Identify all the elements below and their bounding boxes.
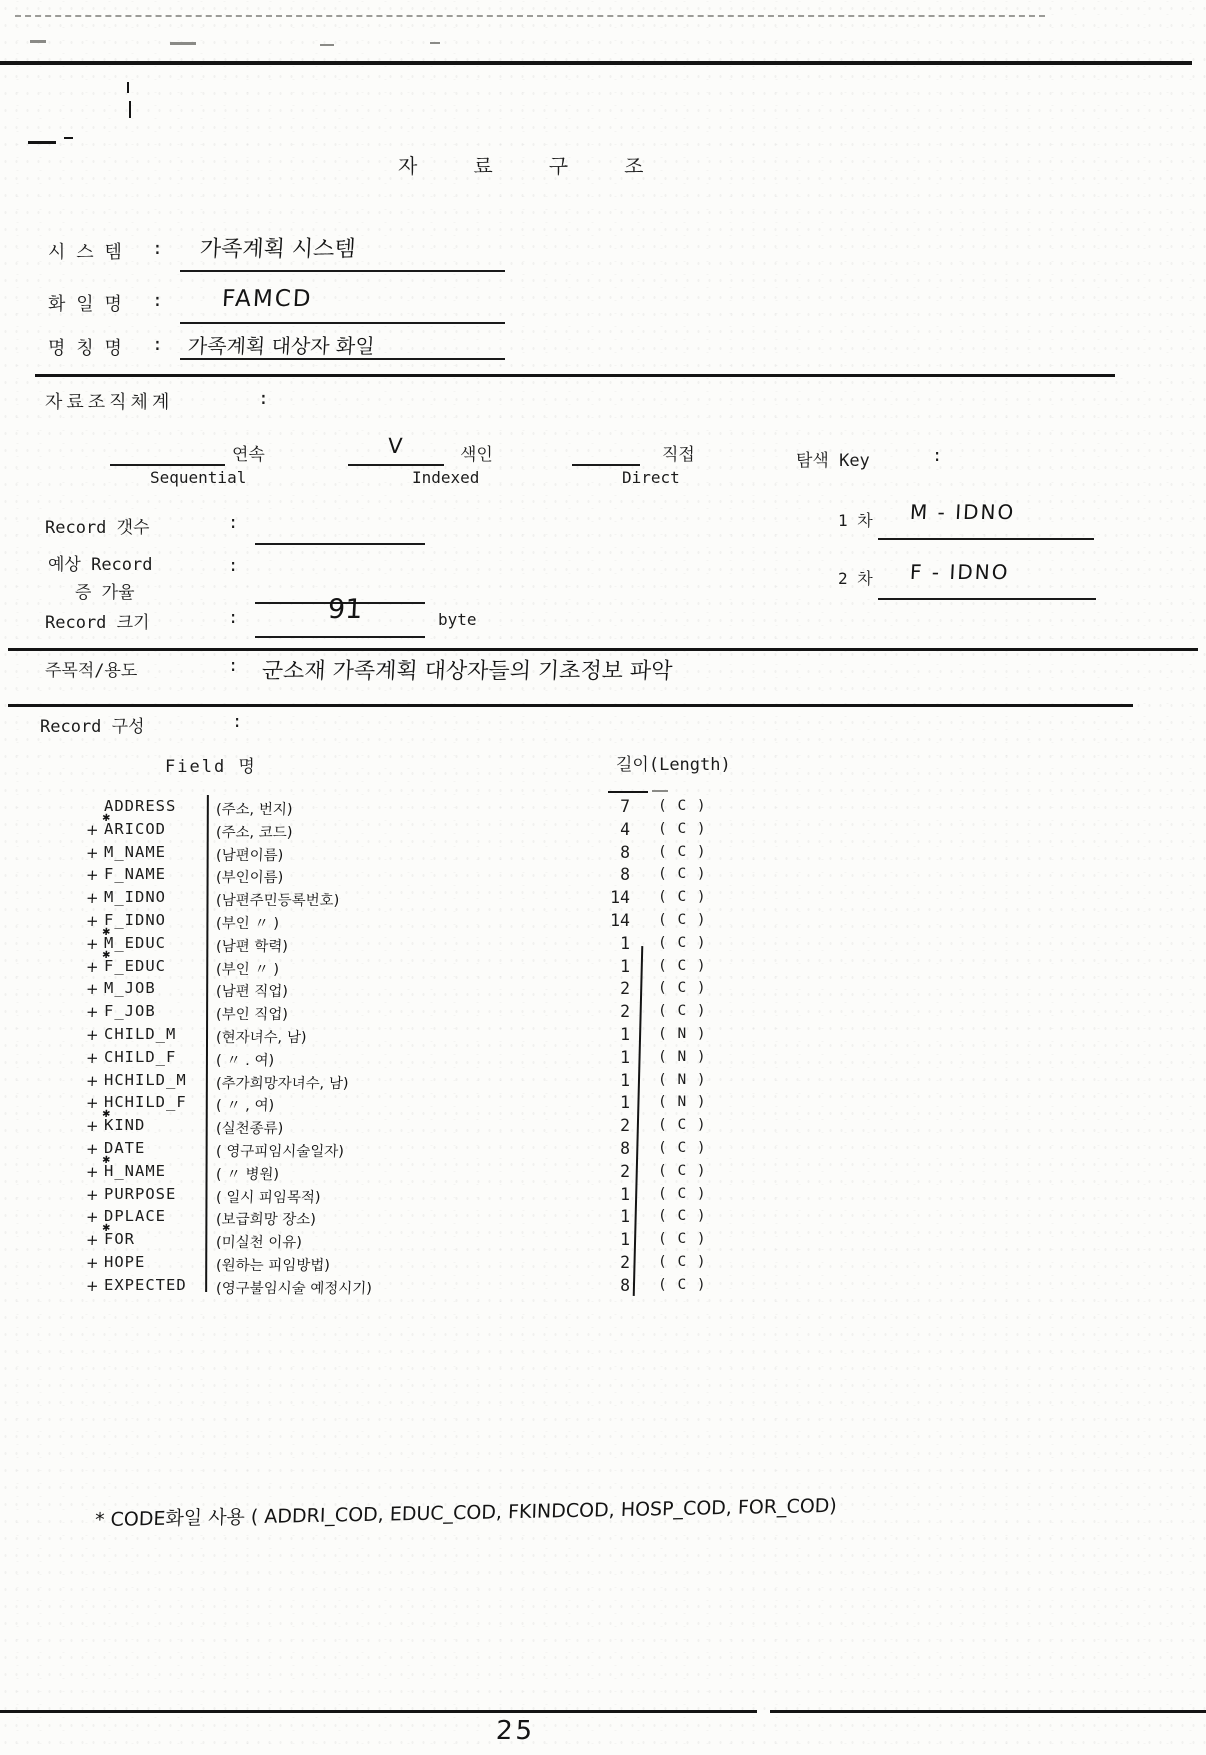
field-description: ( 영구피임시술일자) xyxy=(215,1144,345,1160)
scan-artifact-dash xyxy=(30,40,46,43)
field-row xyxy=(60,1002,1140,1025)
field-plus-mark: + xyxy=(85,866,100,885)
field-length: 1 xyxy=(620,1025,630,1044)
field-length: 8 xyxy=(620,1139,630,1158)
field-plus-mark: + xyxy=(85,980,100,999)
field-length: 14 xyxy=(610,888,630,908)
field-type: ( N ) xyxy=(658,1026,707,1042)
system-field-underline xyxy=(180,270,505,272)
field-length: 2 xyxy=(620,1002,630,1022)
field-plus-mark: + xyxy=(85,1140,100,1158)
length-header-dash xyxy=(652,790,668,792)
field-type: ( C ) xyxy=(658,934,707,951)
field-length: 8 xyxy=(620,865,630,885)
record-size-underline xyxy=(255,636,425,638)
record-growth-colon: : xyxy=(228,556,239,576)
field-name: H_NAME xyxy=(104,1161,166,1180)
footer-rule xyxy=(770,1710,1206,1713)
scan-artifact-dash xyxy=(430,42,440,44)
field-description: (남편 직업) xyxy=(215,984,289,1001)
field-description: (현자녀수, 남) xyxy=(215,1030,307,1046)
scan-artifact-tick xyxy=(127,82,129,93)
field-row xyxy=(60,1048,1140,1071)
field-description: (주소, 코드) xyxy=(215,824,293,841)
field-description: (원하는 피임방법) xyxy=(215,1258,331,1274)
field-name: F_EDUC xyxy=(104,956,166,975)
field-description: (남편이름) xyxy=(215,847,284,864)
field-name: DPLACE xyxy=(104,1207,166,1226)
field-length: 4 xyxy=(620,819,630,839)
field-row xyxy=(60,1109,1140,1139)
primary-key-value: M - IDNO xyxy=(909,500,1016,524)
field-plus-mark: + xyxy=(85,889,100,908)
field-description: ( 일시 피임목적) xyxy=(215,1189,321,1206)
record-layout-label: Record 구성 xyxy=(40,717,145,737)
section-rule xyxy=(35,374,1115,377)
system-field-colon: : xyxy=(152,238,163,259)
page-number: 25 xyxy=(495,1716,536,1746)
code-star-icon: ✱ xyxy=(101,926,111,938)
field-description: (남편주민등록번호) xyxy=(215,893,340,910)
field-length: 1 xyxy=(620,1093,630,1113)
field-plus-mark: + xyxy=(85,934,100,953)
sequential-blank-underline xyxy=(110,464,225,466)
file-name-field-underline xyxy=(180,322,505,324)
organization-label: 자료조직체계 xyxy=(45,392,174,413)
field-row xyxy=(60,843,1140,866)
organization-colon: : xyxy=(258,388,269,409)
field-plus-mark: + xyxy=(85,1276,100,1295)
length-header-dash xyxy=(608,791,648,793)
field-description: ( 〃 . 여) xyxy=(215,1052,275,1069)
purpose-label: 주목적/용도 xyxy=(45,661,138,681)
option-indexed-korean: 색인 xyxy=(460,445,493,465)
field-plus-mark: + xyxy=(85,1003,100,1022)
field-type: ( N ) xyxy=(658,1071,707,1088)
field-type: ( C ) xyxy=(658,798,707,814)
field-plus-mark: + xyxy=(85,843,100,862)
code-star-icon: ✱ xyxy=(101,1109,111,1121)
record-growth-label-line2: 증 가율 xyxy=(75,583,135,603)
field-type: ( N ) xyxy=(658,1048,707,1065)
secondary-key-label: 2 차 xyxy=(838,569,873,588)
record-size-unit: byte xyxy=(438,610,477,629)
field-type: ( C ) xyxy=(658,1231,707,1248)
field-type: ( C ) xyxy=(658,957,707,974)
field-row xyxy=(60,1093,1140,1116)
field-name: ADDRESS xyxy=(104,797,177,815)
field-name: F_NAME xyxy=(104,865,166,884)
field-length: 1 xyxy=(620,933,630,953)
field-plus-mark: + xyxy=(85,1071,100,1090)
field-length: 2 xyxy=(620,979,630,999)
field-type: ( C ) xyxy=(658,980,707,997)
field-description: (남편 학력) xyxy=(215,938,289,955)
field-name: M_NAME xyxy=(104,842,166,861)
field-row xyxy=(60,1207,1140,1230)
footer-rule xyxy=(0,1710,757,1713)
field-row xyxy=(60,1139,1140,1162)
field-row xyxy=(60,911,1140,934)
field-description: (실천종류) xyxy=(215,1121,284,1138)
field-type: ( C ) xyxy=(658,1185,707,1202)
option-sequential-english: Sequential xyxy=(150,468,247,487)
field-plus-mark: + xyxy=(85,957,100,976)
field-length: 7 xyxy=(620,797,630,816)
field-name: F_IDNO xyxy=(104,911,166,929)
field-name: HCHILD_M xyxy=(104,1070,187,1089)
field-length: 2 xyxy=(620,1116,630,1136)
title-name-field-value: 가족계획 대상자 화일 xyxy=(187,334,376,358)
field-row xyxy=(60,949,1140,980)
field-type: ( C ) xyxy=(658,889,707,906)
field-description: ( 〃 병원) xyxy=(215,1166,280,1183)
field-description: (추가희망자녀수, 남) xyxy=(215,1075,349,1092)
scan-artifact-dash xyxy=(28,141,56,144)
purpose-value: 군소재 가족계획 대상자들의 기초정보 파악 xyxy=(261,659,674,684)
field-row xyxy=(60,888,1140,911)
field-length: 1 xyxy=(620,1230,630,1250)
record-size-value: 91 xyxy=(327,594,364,625)
field-name: M_IDNO xyxy=(104,888,166,907)
field-description: (부인 직업) xyxy=(215,1007,289,1024)
secondary-key-value: F - IDNO xyxy=(909,560,1011,584)
record-size-colon: : xyxy=(228,608,239,628)
indexed-blank-underline xyxy=(348,464,444,466)
field-description: ( 〃 , 여) xyxy=(215,1098,275,1115)
field-name: FOR xyxy=(104,1230,135,1249)
title-name-field-colon: : xyxy=(152,334,163,355)
field-name: KIND xyxy=(104,1116,146,1135)
field-name: EXPECTED xyxy=(104,1275,187,1294)
field-type: ( C ) xyxy=(658,1003,707,1020)
title-name-field-underline xyxy=(180,358,505,360)
field-row xyxy=(60,1253,1140,1276)
field-row xyxy=(60,979,1140,1002)
field-row xyxy=(60,1223,1140,1253)
code-star-icon: ✱ xyxy=(101,949,111,961)
code-star-icon: ✱ xyxy=(101,1154,111,1166)
field-plus-mark: + xyxy=(85,1117,100,1136)
field-name: CHILD_M xyxy=(104,1025,177,1043)
field-name: M_EDUC xyxy=(104,933,166,952)
primary-key-underline xyxy=(878,538,1094,540)
field-description: (영구불임시술 예정시기) xyxy=(215,1280,373,1297)
field-row xyxy=(60,812,1140,843)
field-plus-mark: + xyxy=(85,1231,100,1250)
field-type: ( C ) xyxy=(658,820,707,837)
field-description: (보급희망 장소) xyxy=(215,1212,317,1229)
file-name-field-value: FAMCD xyxy=(221,286,314,312)
scan-artifact-tick xyxy=(129,101,131,118)
code-file-footnote: * CODE화일 사용 ( ADDRI_COD, EDUC_COD, FKINDCOD, HOSP_COD, FOR_COD) xyxy=(94,1494,838,1532)
field-length: 1 xyxy=(620,1070,630,1090)
search-key-label: 탐색 Key xyxy=(796,451,870,471)
record-layout-colon: : xyxy=(232,712,243,732)
purpose-colon: : xyxy=(228,656,239,676)
field-type: ( N ) xyxy=(658,1094,707,1111)
page-title: 자 료 구 조 xyxy=(398,154,666,178)
file-name-field-colon: : xyxy=(152,290,163,311)
field-plus-mark: + xyxy=(85,1208,100,1227)
field-name: DATE xyxy=(104,1139,146,1157)
code-star-icon: ✱ xyxy=(101,1223,111,1235)
field-length: 8 xyxy=(620,1275,630,1295)
field-description: (주소, 번지) xyxy=(215,802,293,818)
field-row xyxy=(60,1154,1140,1185)
section-rule xyxy=(8,704,1133,707)
record-growth-label-line1: 예상 Record xyxy=(48,555,153,575)
field-row xyxy=(60,1025,1140,1048)
field-description: (부인 〃 ) xyxy=(215,916,280,932)
secondary-key-underline xyxy=(878,598,1096,600)
field-description: (미실천 이유) xyxy=(215,1235,303,1252)
record-count-label: Record 갯수 xyxy=(45,518,150,538)
field-name: PURPOSE xyxy=(104,1184,177,1203)
field-length: 1 xyxy=(620,1207,630,1227)
field-type: ( C ) xyxy=(658,1162,707,1179)
field-description: (부인 〃 ) xyxy=(215,961,280,978)
field-type: ( C ) xyxy=(658,866,707,883)
field-length: 1 xyxy=(620,1047,630,1067)
field-length: 1 xyxy=(620,956,630,976)
field-length: 2 xyxy=(620,1253,630,1272)
primary-key-label: 1 차 xyxy=(838,511,873,530)
field-plus-mark: + xyxy=(85,1185,100,1204)
search-key-colon: : xyxy=(932,446,943,466)
field-name: ARICOD xyxy=(104,819,166,838)
field-type: ( C ) xyxy=(658,1254,707,1270)
scan-artifact-dash xyxy=(320,44,334,46)
file-name-field-label: 화 일 명 xyxy=(48,294,122,315)
code-star-icon: ✱ xyxy=(101,812,111,824)
scan-artifact-dash xyxy=(170,42,196,45)
system-field-value: 가족계획 시스템 xyxy=(199,237,357,262)
direct-blank-underline xyxy=(572,464,640,466)
field-type: ( C ) xyxy=(658,1276,707,1293)
scan-artifact-line xyxy=(15,15,1045,17)
field-row xyxy=(60,865,1140,888)
field-name: F_JOB xyxy=(104,1002,156,1021)
record-count-colon: : xyxy=(228,513,239,533)
field-type: ( C ) xyxy=(658,843,707,860)
title-name-field-label: 명 칭 명 xyxy=(48,338,122,359)
scan-artifact-thick-line xyxy=(0,61,1192,65)
option-direct-korean: 직접 xyxy=(662,445,695,465)
field-plus-mark: + xyxy=(85,1026,100,1044)
option-sequential-korean: 연속 xyxy=(232,445,265,465)
field-type: ( C ) xyxy=(658,1208,707,1225)
field-plus-mark: + xyxy=(85,1094,100,1113)
indexed-check-mark: V xyxy=(387,434,404,458)
field-name: HCHILD_F xyxy=(104,1093,187,1112)
field-type: ( C ) xyxy=(658,1140,707,1156)
field-plus-mark: + xyxy=(85,1162,100,1181)
field-row xyxy=(60,1276,1140,1299)
field-name-column-header: Field 명 xyxy=(165,757,257,777)
field-length: 8 xyxy=(620,842,630,862)
option-direct-english: Direct xyxy=(622,468,680,487)
field-name: CHILD_F xyxy=(104,1047,177,1066)
option-indexed-english: Indexed xyxy=(412,468,480,487)
record-count-blank-underline xyxy=(255,543,425,545)
field-length: 14 xyxy=(610,911,630,930)
field-length: 1 xyxy=(620,1184,630,1204)
field-description: (부인이름) xyxy=(215,870,284,887)
section-rule xyxy=(8,648,1198,651)
field-row xyxy=(60,1071,1140,1094)
field-plus-mark: + xyxy=(85,1048,100,1067)
length-column-header: 길이(Length) xyxy=(616,755,731,775)
field-name: M_JOB xyxy=(104,979,156,998)
field-row xyxy=(60,797,1140,820)
field-row xyxy=(60,926,1140,957)
field-plus-mark: + xyxy=(85,1254,100,1272)
field-name: HOPE xyxy=(104,1253,146,1271)
field-type: ( C ) xyxy=(658,912,707,928)
field-row xyxy=(60,1185,1140,1208)
field-plus-mark: + xyxy=(85,820,100,839)
field-plus-mark: + xyxy=(85,912,100,930)
field-length: 2 xyxy=(620,1161,630,1181)
scan-artifact-dash xyxy=(64,137,73,139)
system-field-label: 시 스 템 xyxy=(48,242,122,263)
field-type: ( C ) xyxy=(658,1117,707,1134)
record-size-label: Record 크기 xyxy=(45,613,150,633)
